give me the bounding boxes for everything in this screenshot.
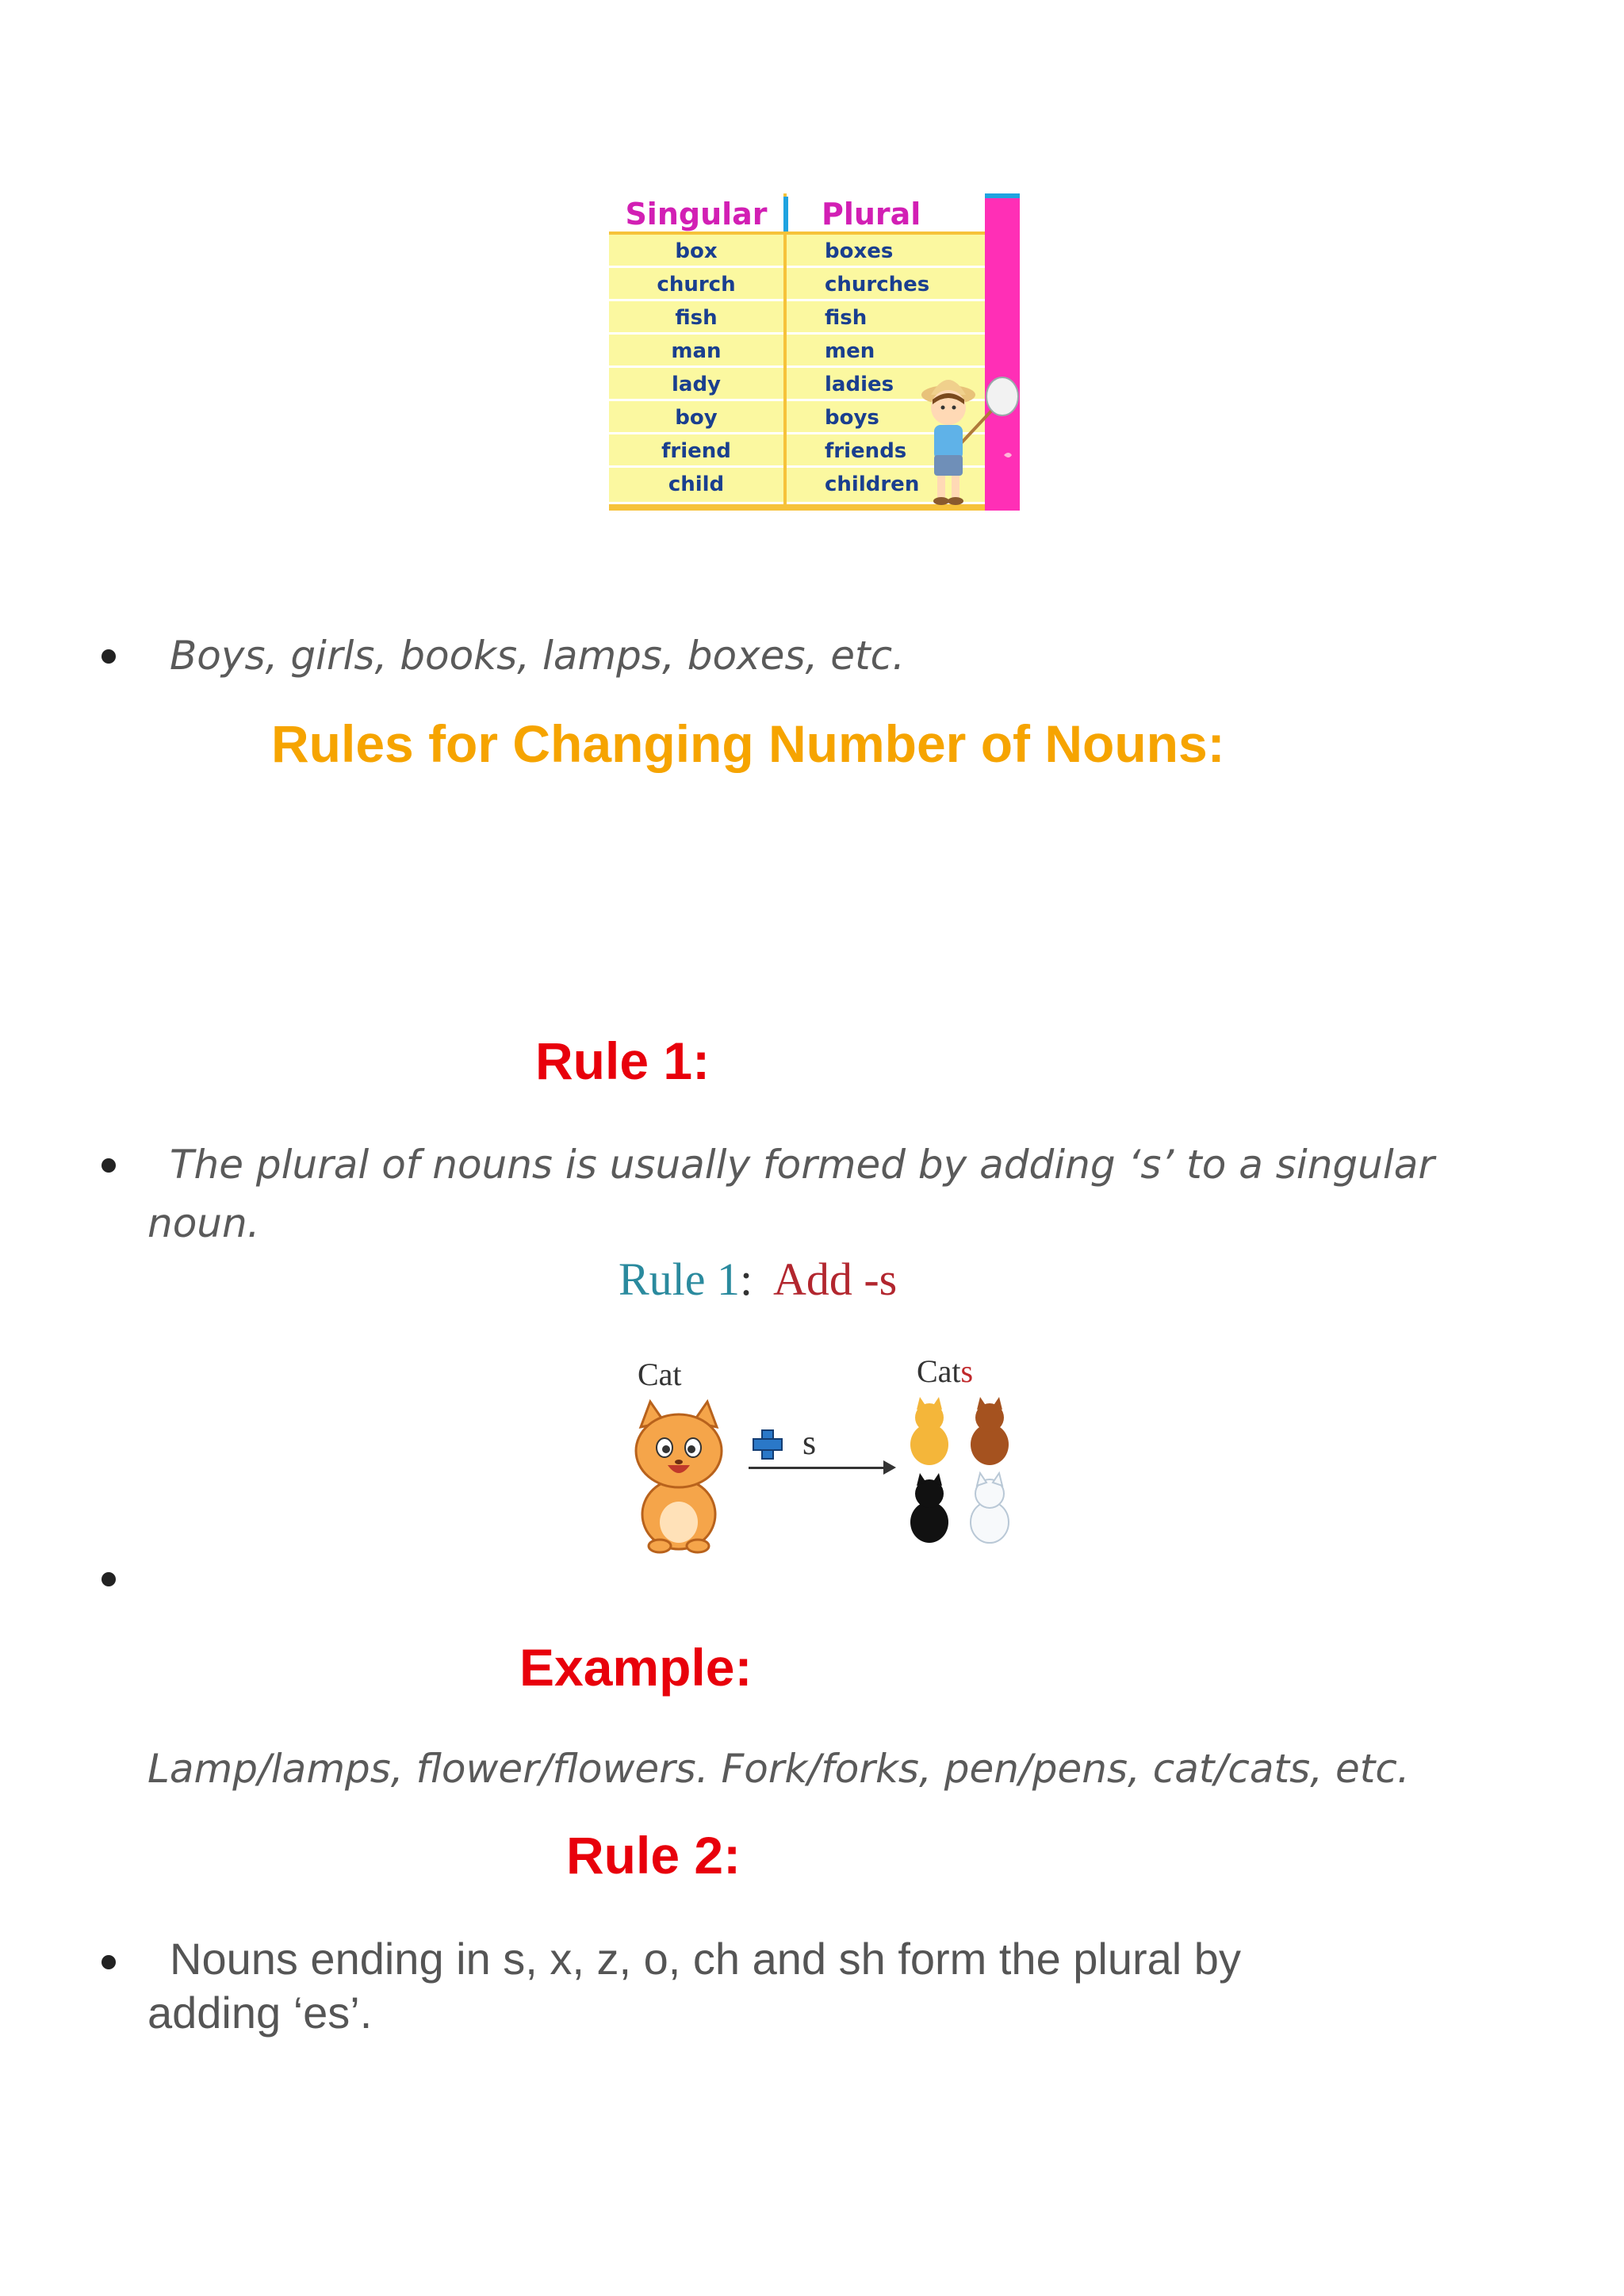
cats-label — [917, 1353, 973, 1390]
example-text: Lamp/lamps, flower/flowers. Fork/forks, pen/pens, cat/cats, etc. — [147, 1746, 1410, 1792]
table-row — [609, 235, 985, 268]
cell-plural: men — [825, 339, 875, 363]
table-row — [609, 268, 985, 301]
header-singular: Singular — [625, 197, 768, 232]
bullet-dot — [102, 649, 116, 664]
table-divider — [783, 193, 787, 511]
cell-singular: child — [668, 473, 725, 496]
cell-singular: box — [675, 239, 718, 263]
cell-plural: churches — [825, 273, 930, 297]
example-heading: Example: — [519, 1638, 753, 1697]
bullet-dot — [102, 1572, 116, 1586]
cell-singular: lady — [671, 373, 722, 396]
rule1-heading: Rule 1: — [535, 1031, 710, 1090]
rule2-text-line2: adding ‘es’. — [147, 1988, 373, 2038]
cell-plural: fish — [825, 306, 868, 330]
cats-label-suffix: s — [960, 1353, 974, 1389]
plus-icon — [750, 1427, 785, 1462]
table-header-row — [609, 193, 985, 235]
table-side-stripe-top — [985, 193, 1020, 198]
cell-plural: boys — [825, 406, 879, 430]
rule1-image-title-rule: Rule 1 — [619, 1253, 741, 1305]
rule1-add-s-image — [609, 1237, 1021, 1554]
cell-singular: church — [657, 273, 736, 297]
header-plural: Plural — [822, 197, 921, 232]
cell-singular: man — [671, 339, 722, 363]
cell-plural: friends — [825, 439, 907, 463]
arrow-head-icon — [883, 1460, 896, 1475]
plus-s-label: s — [802, 1423, 817, 1462]
four-cats-icon — [901, 1392, 1021, 1551]
table-row — [609, 301, 985, 335]
cell-singular: friend — [661, 439, 731, 463]
cell-singular: fish — [675, 306, 718, 330]
rule2-text-line1: Nouns ending in s, x, z, o, ch and sh form the plural by — [170, 1934, 1241, 1984]
rule1-image-title-action: Add -s — [772, 1253, 898, 1305]
singular-plural-table-image — [609, 193, 1020, 511]
cell-plural: boxes — [825, 239, 894, 263]
rule1-text-line1: The plural of nouns is usually formed by adding ‘s’ to a singular — [170, 1142, 1434, 1188]
arrow-line — [749, 1467, 888, 1469]
rule1-image-title-colon: : — [740, 1253, 753, 1305]
boy-with-net-illustration — [902, 360, 1020, 511]
cats-label-base: Cat — [917, 1353, 961, 1389]
cell-singular: boy — [675, 406, 718, 430]
cat-icon — [623, 1395, 734, 1554]
rule1-text-line2: noun. — [147, 1200, 260, 1246]
rule1-image-title — [619, 1253, 897, 1306]
main-heading: Rules for Changing Number of Nouns: — [271, 714, 1225, 773]
cell-plural: children — [825, 473, 920, 496]
cell-plural: ladies — [825, 373, 894, 396]
bullet-dot — [102, 1955, 116, 1969]
cat-label: Cat — [638, 1357, 682, 1392]
bullet-dot — [102, 1158, 116, 1173]
rule2-heading: Rule 2: — [566, 1826, 741, 1885]
table-header-divider — [783, 197, 788, 232]
examples-line: Boys, girls, books, lamps, boxes, etc. — [170, 633, 906, 679]
